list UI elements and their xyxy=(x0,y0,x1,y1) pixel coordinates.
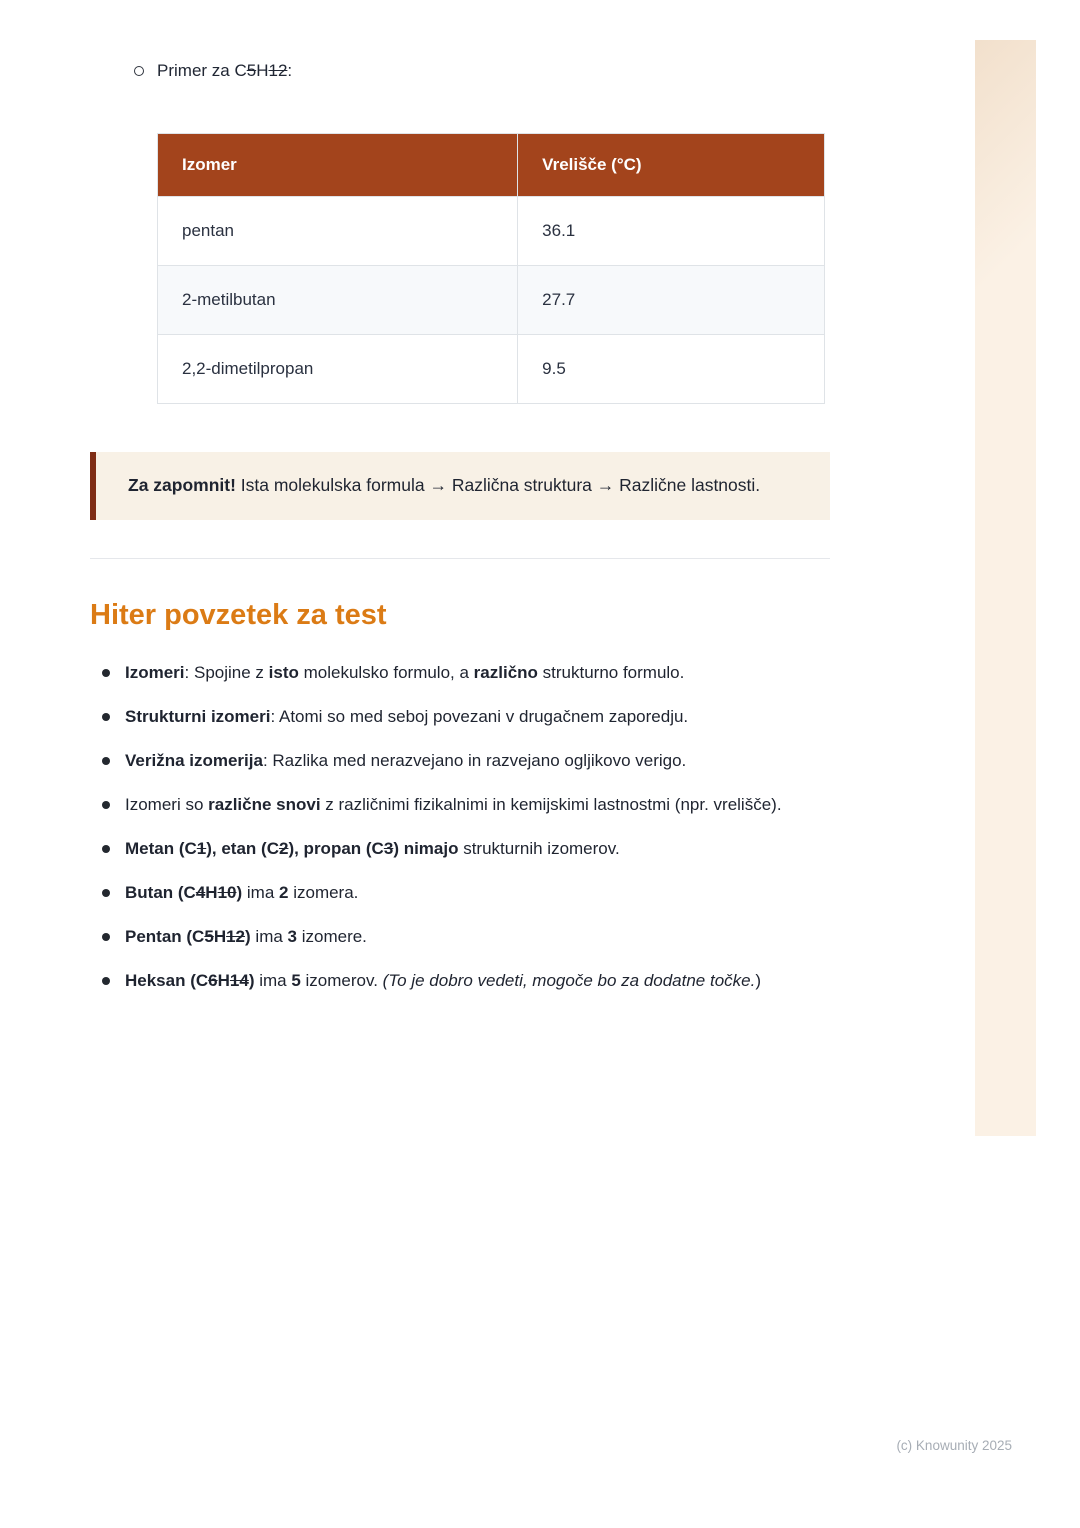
text-segment: Strukturni izomeri xyxy=(125,707,271,726)
callout-note xyxy=(90,452,830,520)
text-segment: ), etan (C xyxy=(206,839,279,858)
footer-copyright: (c) Knowunity 2025 xyxy=(896,1438,1012,1453)
text-segment: H xyxy=(256,61,269,80)
summary-heading: Hiter povzetek za test xyxy=(90,599,387,631)
text-segment: 14 xyxy=(229,971,249,990)
section-divider xyxy=(90,558,830,559)
text-segment: Izomeri xyxy=(125,663,185,682)
isomer-table-head xyxy=(158,134,825,197)
example-bullet-list xyxy=(90,58,830,84)
callout-text xyxy=(128,471,804,499)
table-cell: 36.1 xyxy=(518,197,825,266)
table-row xyxy=(158,335,825,404)
text-segment: : Spojine z xyxy=(184,663,269,682)
text-segment: ) xyxy=(245,927,251,946)
page-edge-decoration xyxy=(975,40,1036,1136)
text-segment: (To je dobro vedeti, mogoče bo za dodatne točke. xyxy=(382,971,756,990)
list-item xyxy=(90,924,830,950)
text-segment: : Atomi so med seboj povezani v drugačnem zaporedju. xyxy=(270,707,689,726)
text-segment: strukturnih izomerov. xyxy=(458,839,620,858)
table-cell: 2,2-dimetilpropan xyxy=(158,335,518,404)
text-segment: 5 xyxy=(291,971,301,990)
text-segment: 4 xyxy=(195,883,206,902)
text-segment: strukturno formulo. xyxy=(537,663,685,682)
text-segment: ima xyxy=(254,971,292,990)
text-segment: Primer za C xyxy=(157,61,247,80)
text-segment: Izomeri so xyxy=(125,795,209,814)
list-item xyxy=(90,792,830,818)
text-segment: izomera. xyxy=(288,883,359,902)
text-segment: 12 xyxy=(268,61,288,80)
text-segment: ima xyxy=(242,883,280,902)
text-segment: 12 xyxy=(226,927,246,946)
text-segment: 5 xyxy=(204,927,214,946)
text-segment: 3 xyxy=(287,927,297,946)
table-cell: 2-metilbutan xyxy=(158,266,518,335)
text-segment: Pentan (C xyxy=(125,927,205,946)
example-bullet-item xyxy=(90,58,830,84)
text-segment: Heksan (C xyxy=(125,971,209,990)
list-item xyxy=(90,748,830,774)
table-header-vrelisce: Vrelišče (°C) xyxy=(518,134,825,197)
text-segment: izomerov. xyxy=(300,971,383,990)
document-content xyxy=(90,0,830,1012)
text-segment: 10 xyxy=(217,883,237,902)
text-segment: 2 xyxy=(279,883,289,902)
isomer-table-body xyxy=(158,197,825,404)
text-segment: ) nimajo xyxy=(393,839,459,858)
text-segment: izomere. xyxy=(297,927,367,946)
list-item xyxy=(90,836,830,862)
text-segment: Butan (C xyxy=(125,883,196,902)
text-segment: H xyxy=(217,971,230,990)
text-segment: 1 xyxy=(196,839,207,858)
summary-list xyxy=(90,660,830,994)
table-cell: 27.7 xyxy=(518,266,825,335)
text-segment: : Razlika med nerazvejano in razvejano ogljikovo verigo. xyxy=(262,751,687,770)
list-item xyxy=(90,660,830,686)
table-row xyxy=(158,197,825,266)
table-header-row xyxy=(158,134,825,197)
table-header-izomer: Izomer xyxy=(158,134,518,197)
text-segment: H xyxy=(205,883,218,902)
table-row xyxy=(158,266,825,335)
text-segment: molekulsko formulo, a xyxy=(298,663,474,682)
text-segment: različne snovi xyxy=(208,795,321,814)
list-item xyxy=(90,968,830,994)
text-segment: ) xyxy=(236,883,243,902)
text-segment: Ista molekulska formula → Različna struktura → Različne lastnosti. xyxy=(235,475,761,495)
text-segment: Verižna izomerija xyxy=(125,751,263,770)
text-segment: različno xyxy=(473,663,538,682)
text-segment: isto xyxy=(268,663,299,682)
text-segment: ) xyxy=(248,971,255,990)
text-segment: z različnimi fizikalnimi in kemijskimi lastnostmi (npr. vrelišče). xyxy=(320,795,782,814)
text-segment: 5 xyxy=(246,61,257,80)
isomer-table xyxy=(157,133,825,404)
text-segment: : xyxy=(287,61,293,80)
text-segment: 3 xyxy=(383,839,394,858)
text-segment: ima xyxy=(250,927,288,946)
table-cell: pentan xyxy=(158,197,518,266)
table-cell: 9.5 xyxy=(518,335,825,404)
text-segment: Metan (C xyxy=(125,839,197,858)
list-item xyxy=(90,880,830,906)
text-segment: ), propan (C xyxy=(288,839,384,858)
text-segment: ) xyxy=(755,971,762,990)
text-segment: 2 xyxy=(278,839,289,858)
text-segment: Za zapomnit! xyxy=(128,475,236,495)
text-segment: 6 xyxy=(208,971,218,990)
text-segment: H xyxy=(213,927,227,946)
list-item xyxy=(90,704,830,730)
